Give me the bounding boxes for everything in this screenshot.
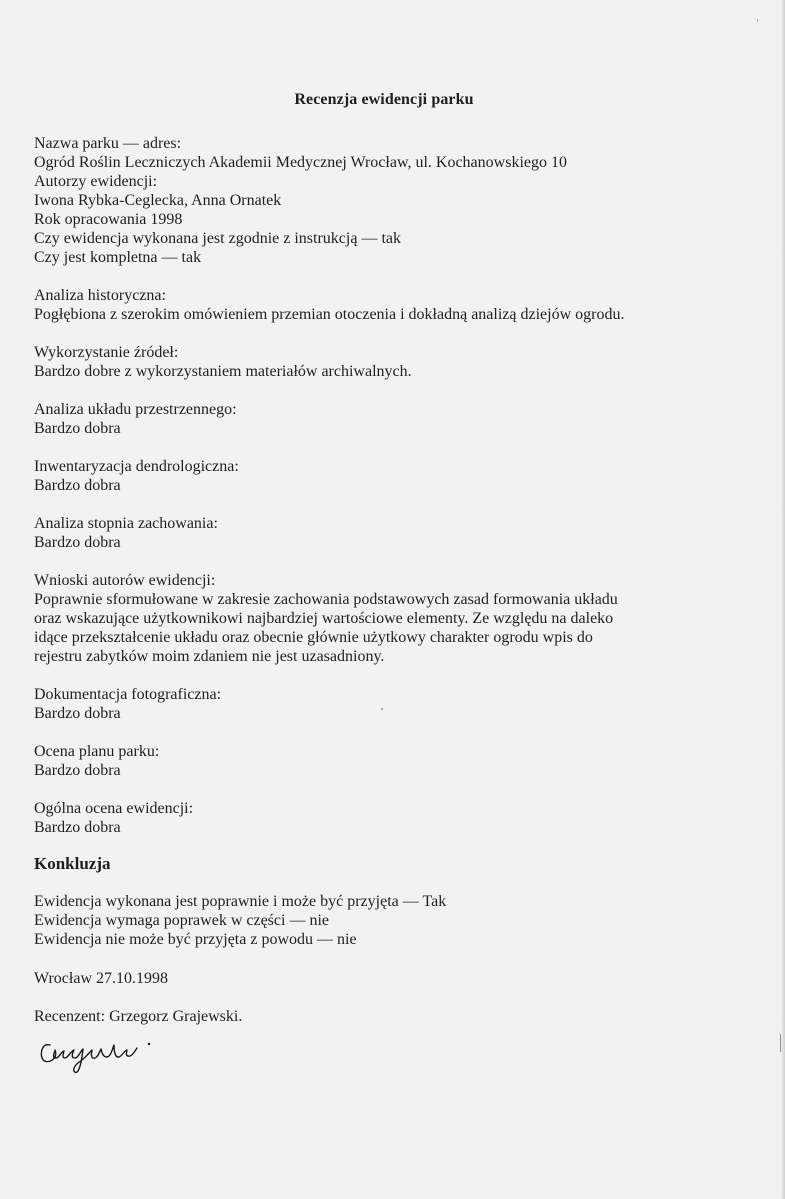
section-park-plan: [34, 742, 734, 780]
year-line: Rok opracowania 1998: [34, 211, 183, 228]
section-spatial-layout: [34, 400, 734, 438]
section-sources: [34, 343, 734, 381]
handwritten-signature: [35, 1035, 165, 1075]
conclusion-line: Ewidencja wykonana jest poprawnie i może być przyjęta — Tak: [34, 893, 447, 910]
section-label: Wnioski autorów ewidencji:: [34, 572, 216, 589]
section-label: Inwentaryzacja dendrologiczna:: [34, 458, 239, 475]
section-value: Bardzo dobra: [34, 819, 121, 836]
conclusion-line: Ewidencja nie może być przyjęta z powodu — nie: [34, 931, 357, 948]
section-photo-documentation: [34, 685, 734, 723]
conclusion-block: [34, 892, 734, 949]
section-value: Bardzo dobre z wykorzystaniem materiałów archiwalnych.: [34, 363, 412, 380]
section-value: Bardzo dobra: [34, 705, 121, 722]
section-preservation-analysis: [34, 514, 734, 552]
authors-label: Autorzy ewidencji:: [34, 173, 158, 190]
park-name-value: Ogród Roślin Leczniczych Akademii Medycznej Wrocław, ul. Kochanowskiego 10: [34, 154, 567, 171]
paper-edge-shadow: [781, 0, 785, 1199]
authors-value: Iwona Rybka-Ceglecka, Anna Ornatek: [34, 192, 282, 209]
section-value: Bardzo dobra: [34, 534, 121, 551]
section-label: Ogólna ocena ewidencji:: [34, 800, 194, 817]
section-text-line: oraz wskazujące użytkownikowi najbardziej wartościowe elementy. Ze względu na daleko: [34, 610, 614, 627]
instruction-line: Czy ewidencja wykonana jest zgodnie z instrukcją — tak: [34, 230, 401, 247]
section-value: Bardzo dobra: [34, 420, 121, 437]
section-author-conclusions: [34, 571, 734, 666]
reviewer-line: Recenzent: Grzegorz Grajewski.: [34, 1008, 243, 1025]
date-line: Wrocław 27.10.1998: [34, 970, 168, 987]
section-text-line: idące przekształcenie układu oraz obecnie głównie użytkowy charakter ogrodu wpis do: [34, 629, 593, 646]
paper-speck: [381, 708, 383, 710]
section-label: Analiza historyczna:: [34, 287, 166, 304]
document-title: Recenzja ewidencji parku: [294, 91, 474, 108]
section-label: Analiza układu przestrzennego:: [34, 401, 237, 418]
section-value: Pogłębiona z szerokim omówieniem przemian otoczenia i dokładną analizą dziejów ogrodu.: [34, 306, 625, 323]
document-content: [34, 90, 734, 1026]
complete-line: Czy jest kompletna — tak: [34, 249, 202, 266]
section-value: Bardzo dobra: [34, 477, 121, 494]
section-text-line: Poprawnie sformułowane w zakresie zachowania podstawowych zasad formowania układu: [34, 591, 618, 608]
section-label: Dokumentacja fotograficzna:: [34, 686, 222, 703]
section-dendrological-inventory: [34, 457, 734, 495]
section-text-line: rejestru zabytków moim zdaniem nie jest uzasadniony.: [34, 648, 385, 665]
section-historical-analysis: [34, 286, 734, 324]
section-label: Ocena planu parku:: [34, 743, 160, 760]
conclusion-heading: Konkluzja: [34, 854, 111, 873]
section-label: Wykorzystanie źródeł:: [34, 344, 179, 361]
conclusion-line: Ewidencja wymaga poprawek w części — nie: [34, 912, 329, 929]
section-label: Analiza stopnia zachowania:: [34, 515, 218, 532]
paper-speck: [757, 19, 758, 22]
section-value: Bardzo dobra: [34, 762, 121, 779]
section-overall-rating: [34, 799, 734, 837]
park-name-label: Nazwa parku — adres:: [34, 135, 182, 152]
park-info-block: [34, 134, 734, 267]
